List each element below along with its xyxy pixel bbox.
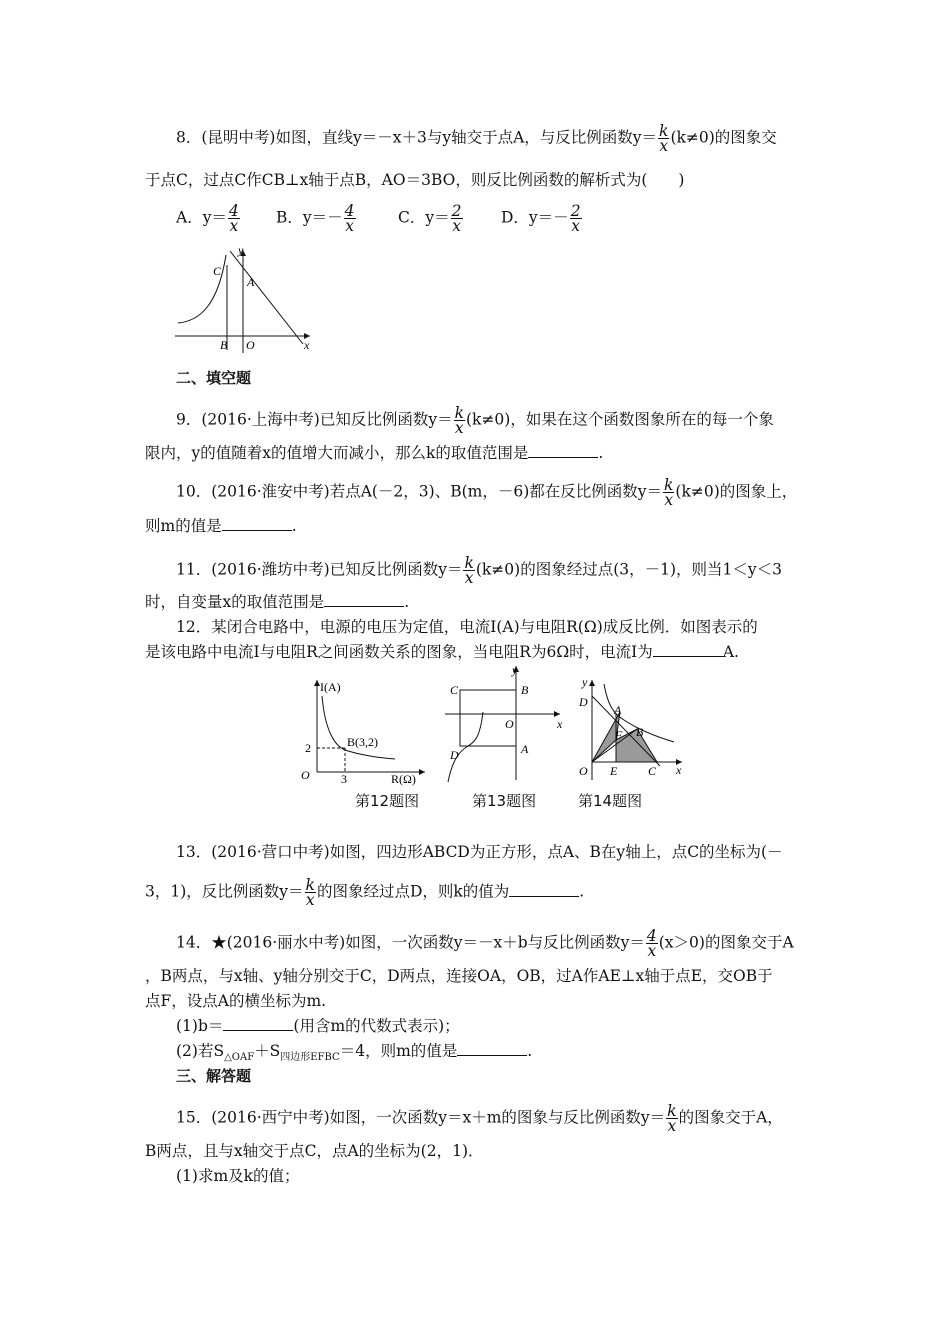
q9-answer-blank[interactable] — [528, 443, 598, 458]
q14-part1: (1)b＝ (用含m的代数式表示)； — [176, 1017, 460, 1035]
q9-line1: 9．(2016·上海中考)已知反比例函数y＝ $\frac{k}{x}$ (k≠0)，如果在这个函数图象所在的每一个象 — [176, 404, 774, 437]
q8-figure — [170, 245, 320, 355]
svg-text:F: F — [615, 728, 623, 742]
q8-option-d[interactable]: D．y＝－ $\frac{2}{x}$ — [501, 202, 581, 235]
label-c: C — [213, 264, 222, 278]
svg-text:O: O — [579, 764, 588, 778]
label-y: y — [238, 245, 244, 257]
q13-line2: 3，1)，反比例函数y＝ $\frac{k}{x}$ 的图象经过点D，则k的值为 . — [145, 876, 585, 909]
q10-line2: 则m的值是 . — [145, 517, 297, 535]
svg-text:C: C — [648, 764, 657, 778]
fig12 — [295, 676, 430, 786]
fraction: $\frac{k}{x}$ — [659, 122, 669, 155]
svg-text:x: x — [676, 763, 682, 777]
q14-line3: 点F，设点A的横坐标为m. — [145, 992, 327, 1010]
origin-label: O — [301, 768, 310, 782]
svg-text:y: y — [582, 676, 588, 689]
section-heading-answer: 三、解答题 — [176, 1067, 252, 1085]
q8-option-c[interactable]: C．y＝ $\frac{2}{x}$ — [398, 202, 462, 235]
q11-line1: 11．(2016·潍坊中考)已知反比例函数y＝ $\frac{k}{x}$ (k≠0)的图象经过点(3，－1)，则当1＜y＜3 — [176, 554, 782, 587]
hyperbola — [448, 712, 483, 782]
q12-line1: 12．某闭合电路中，电源的电压为定值，电流I(A)与电阻R(Ω)成反比例．如图表示的 — [176, 618, 758, 636]
q14-part1-blank[interactable] — [223, 1016, 293, 1031]
svg-text:y: y — [512, 663, 518, 677]
q14-line1: 14．★(2016·丽水中考)如图，一次函数y＝－x＋b与反比例函数y＝ $\frac{4}{x}$ (x＞0)的图象交于A — [176, 927, 794, 960]
line-y-neg-x-3 — [230, 251, 303, 344]
svg-text:C: C — [450, 683, 459, 697]
q8-option-b[interactable]: B．y＝－ $\frac{4}{x}$ — [276, 202, 355, 235]
q10-answer-blank[interactable] — [222, 516, 292, 531]
svg-text:B: B — [521, 683, 529, 697]
q13-line1: 13．(2016·营口中考)如图，四边形ABCD为正方形，点A、B在y轴上，点C的坐标为(－ — [176, 843, 783, 861]
tick-x-3: 3 — [341, 772, 347, 786]
q10-line1: 10．(2016·淮安中考)若点A(－2，3)、B(m，－6)都在反比例函数y＝ $\frac{k}{x}$ (k≠0)的图象上， — [176, 476, 798, 509]
label-b: B — [220, 338, 228, 352]
q8-line2: 于点C，过点C作CB⊥x轴于点B，AO＝3BO，则反比例函数的解析式为( ) — [145, 171, 685, 189]
svg-text:A: A — [614, 703, 622, 717]
svg-text:B: B — [636, 725, 644, 739]
svg-text:O: O — [505, 717, 514, 731]
hyperbola — [322, 696, 395, 759]
axis-label-resistance: R(Ω) — [391, 772, 416, 786]
q15-part1: (1)求m及k的值； — [176, 1167, 300, 1185]
svg-text:E: E — [610, 764, 618, 778]
label-o: O — [246, 338, 255, 352]
svg-text:A: A — [521, 742, 529, 756]
q12-line2: 是该电路中电流I与电阻R之间函数关系的图象，当电阻R为6Ω时，电流I为 A. — [145, 643, 739, 661]
section-heading-fill-in: 二、填空题 — [176, 369, 252, 387]
q8-line1: 8．(昆明中考)如图，直线y＝－x＋3与y轴交于点A，与反比例函数y＝ $\frac{k}{x}$ (k≠0)的图象交 — [176, 122, 777, 155]
q14-line2: ，B两点，与x轴、y轴分别交于C，D两点，连接OA，OB，过A作AE⊥x轴于点E，交OB于 — [145, 967, 773, 985]
q13-answer-blank[interactable] — [509, 882, 579, 897]
label-a: A — [247, 275, 255, 289]
fig14-caption: 第14题图 — [578, 792, 643, 810]
point-b-label: B(3,2) — [347, 735, 378, 749]
q15-line1: 15．(2016·西宁中考)如图，一次函数y＝x＋m的图象与反比例函数y＝ $\frac{k}{x}$ 的图象交于A， — [176, 1102, 783, 1135]
tick-y-2: 2 — [305, 741, 311, 755]
q11-line2: 时，自变量x的取值范围是 . — [145, 593, 410, 611]
q11-answer-blank[interactable] — [324, 592, 404, 607]
svg-text:x: x — [557, 717, 563, 731]
q12-answer-blank[interactable] — [653, 642, 723, 657]
q14-part2-blank[interactable] — [457, 1041, 527, 1056]
fig12-caption: 第12题图 — [355, 792, 420, 810]
svg-text:D: D — [579, 695, 588, 709]
label-x: x — [304, 338, 310, 352]
q15-line2: B两点，且与x轴交于点C，点A的坐标为(2，1)． — [145, 1142, 484, 1160]
svg-text:D: D — [450, 748, 459, 762]
q8-option-a[interactable]: A．y＝ $\frac{4}{x}$ — [176, 202, 239, 235]
fig13-caption: 第13题图 — [472, 792, 537, 810]
fig13 — [440, 662, 570, 787]
fig14 — [574, 676, 689, 786]
q9-line2: 限内，y的值随着x的值增大而减小，那么k的取值范围是 . — [145, 444, 604, 462]
q14-part2: (2)若$S_{\triangle OAF}+S_{四边形EFBC}=4$，则m的值是 . — [176, 1042, 533, 1064]
axis-label-current: I(A) — [320, 680, 341, 694]
